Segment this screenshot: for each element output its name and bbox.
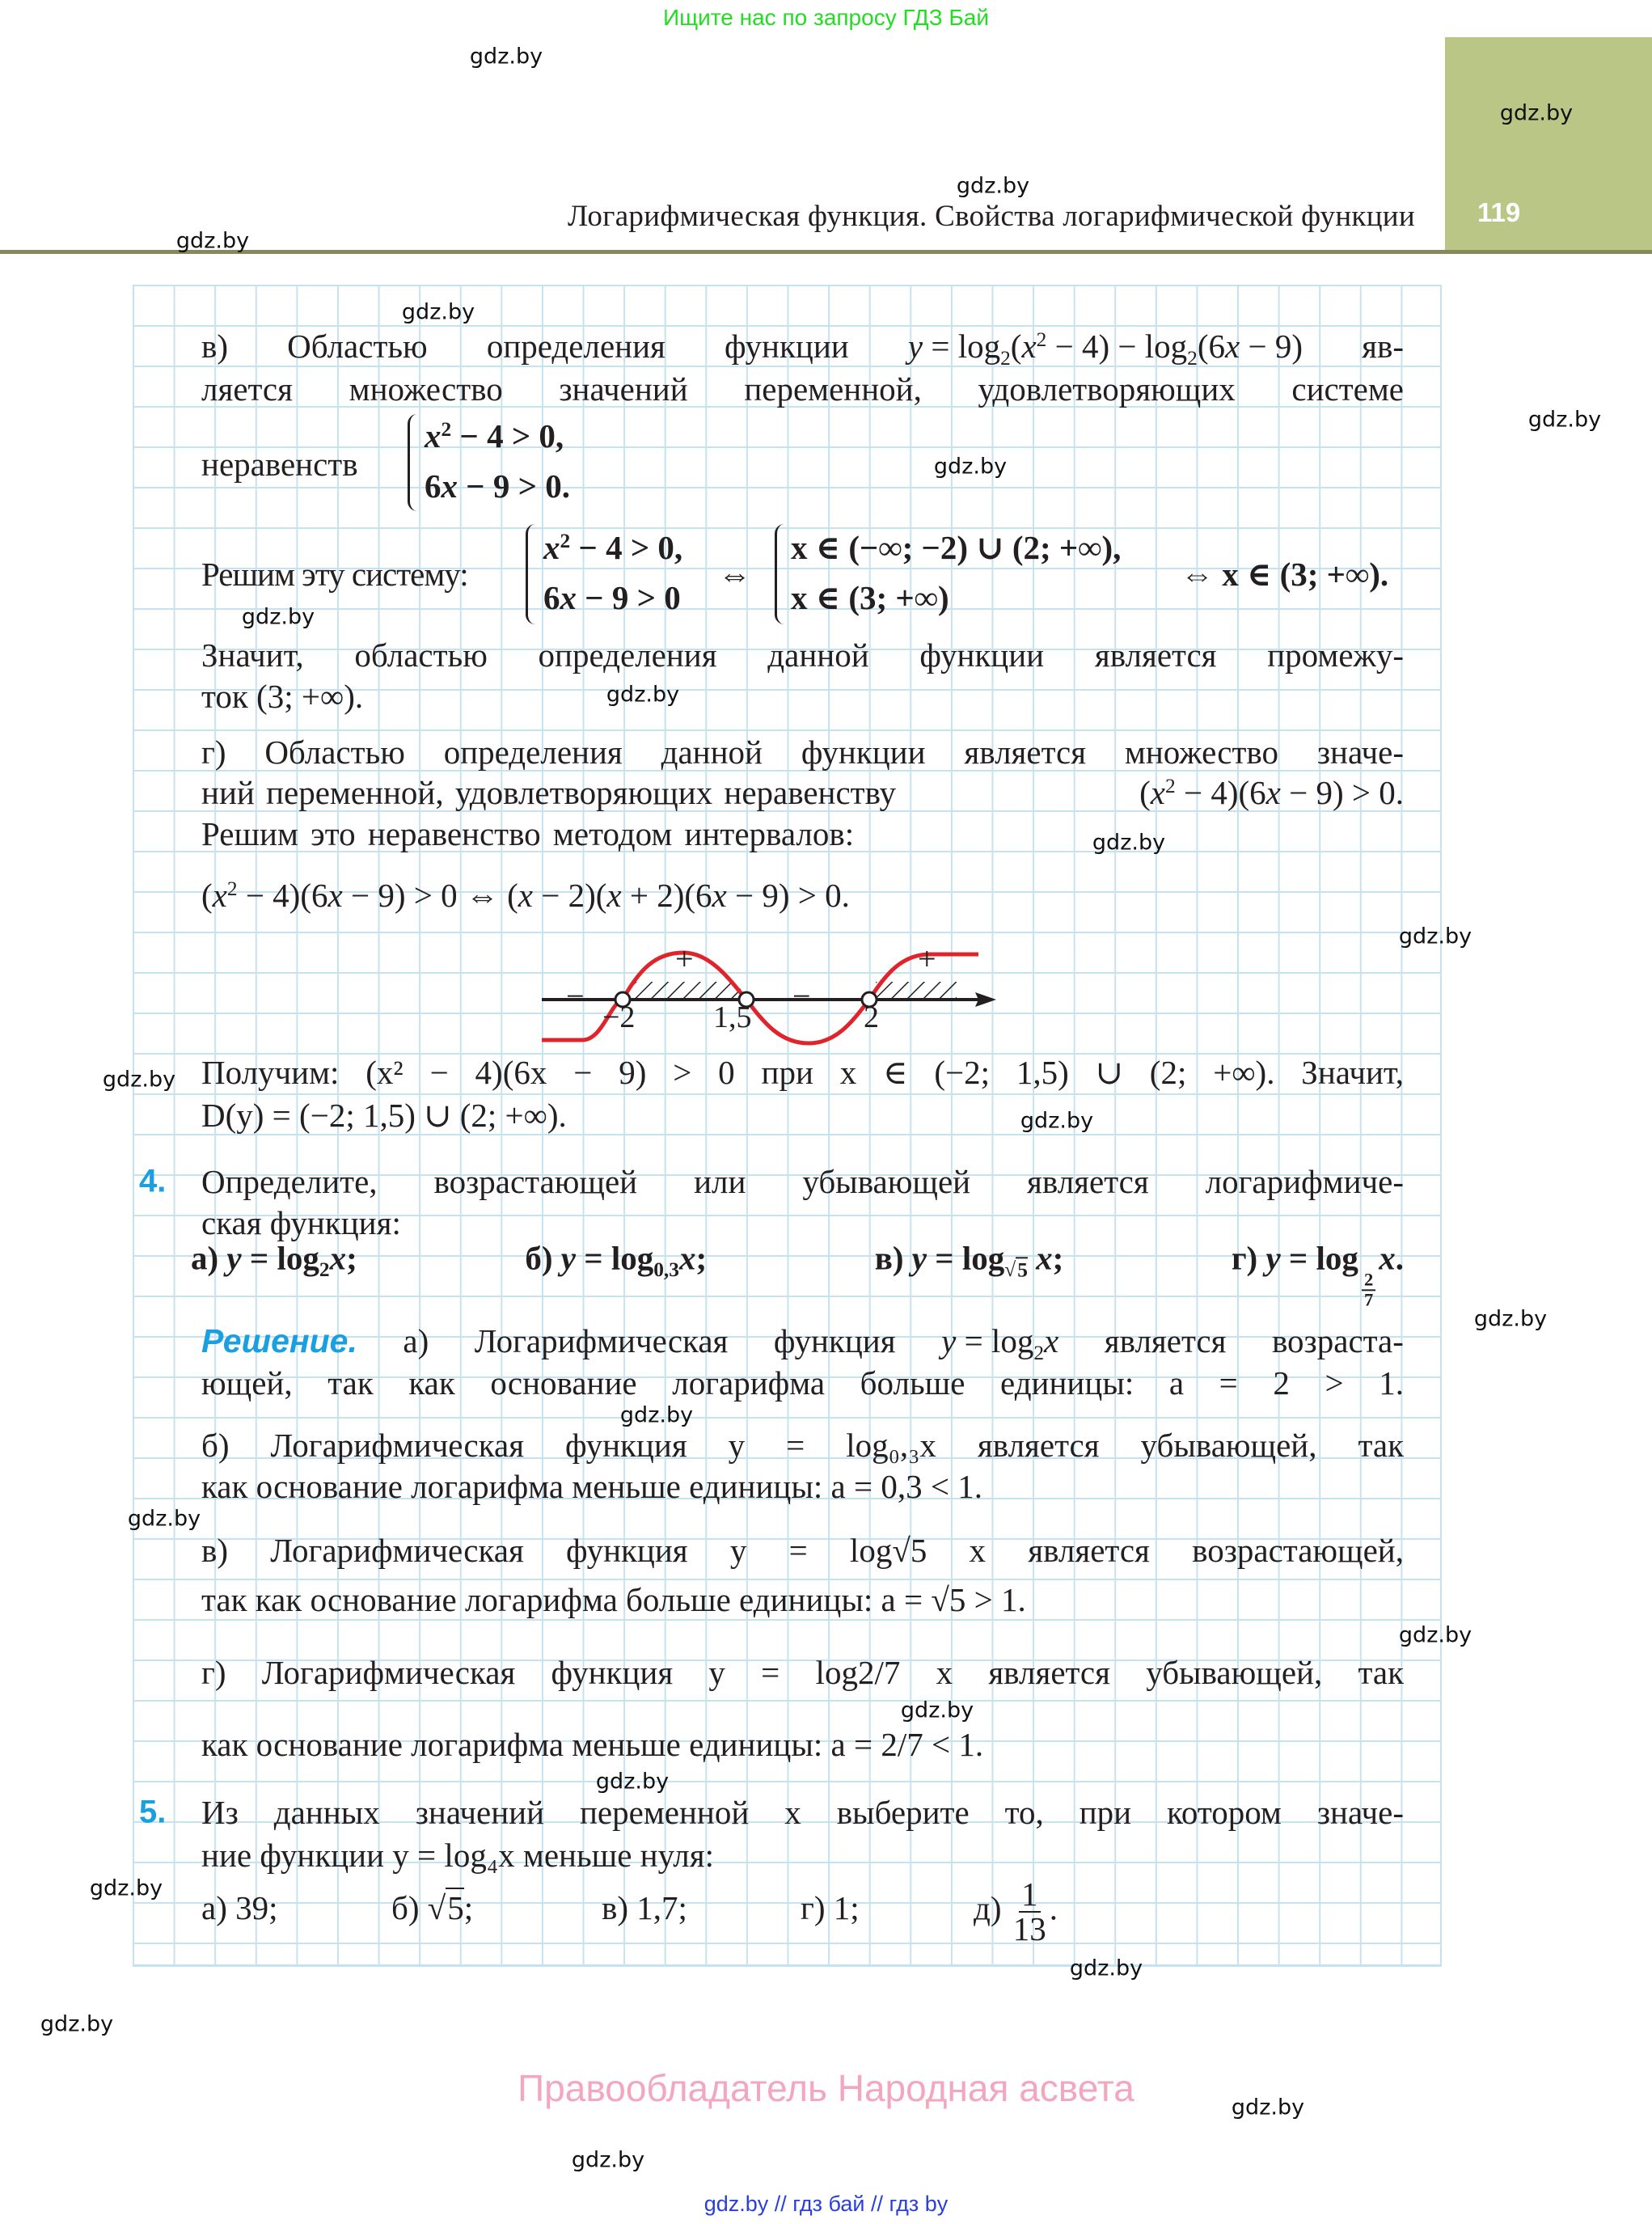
system-label: неравенств xyxy=(201,446,358,483)
solution-a-line-1 xyxy=(201,1321,1404,1364)
task-number-4: 4. xyxy=(139,1163,167,1199)
watermark: gdz.by xyxy=(956,173,1030,199)
sign-minus-2: − xyxy=(792,978,811,1014)
solve-brace-2 xyxy=(775,524,792,624)
part-g-line-2 xyxy=(201,773,1404,812)
text: в) xyxy=(201,328,229,365)
watermark: gdz.by xyxy=(1398,1622,1472,1648)
solution-v-line-2: так как основание логарифма больше единицы: a = √5 > 1. xyxy=(201,1581,1026,1618)
inequality-1: $x^2 - 4 > 0$, xyxy=(425,417,564,455)
watermark: gdz.by xyxy=(127,1506,201,1532)
formula-domain: $y = \log_2(x^2 - 4) - \log_2(6x - 9)$ xyxy=(907,328,1303,370)
text: функции xyxy=(725,328,849,365)
task4-line-1: Определите, возрастающей или убывающей является логарифмиче- xyxy=(201,1163,1404,1200)
watermark: gdz.by xyxy=(102,1067,176,1093)
page-number: 119 xyxy=(1477,197,1521,227)
footer-links[interactable]: gdz.by // гдз бай // гдз by xyxy=(703,2192,949,2216)
text: Областью xyxy=(287,328,428,365)
task5-line-1: Из данных значений переменной x выберите то, при котором значе- xyxy=(201,1794,1404,1831)
equiv-line-2: x ∈ (3; +∞) xyxy=(791,579,949,616)
option-g: г) y = log $\frac{2}{7}$ x. xyxy=(1231,1239,1404,1310)
watermark: gdz.by xyxy=(469,44,543,70)
task4-line-2: ская функция: xyxy=(201,1204,401,1241)
equiv-line-1: x ∈ (−∞; −2) ∪ (2; +∞), xyxy=(791,529,1122,566)
watermark: gdz.by xyxy=(40,2011,114,2037)
watermark: gdz.by xyxy=(1069,1956,1143,1981)
point-label-3: 2 xyxy=(864,1000,879,1034)
interval-method-diagram xyxy=(534,930,1019,1059)
task5-option-d: д) $\frac{1}{13}$ . xyxy=(974,1875,1058,1947)
interval-equation xyxy=(201,876,1404,915)
watermark: gdz.by xyxy=(1231,2095,1305,2120)
watermark: gdz.by xyxy=(606,682,680,708)
task-number-5: 5. xyxy=(139,1794,167,1830)
task5-option-b: б) √5; xyxy=(391,1889,474,1927)
watermark: gdz.by xyxy=(900,1698,974,1723)
solution-g-line-1: г) Логарифмическая функция y = log2/7 x является убывающей, так xyxy=(201,1654,1404,1691)
part-g-result-2: D(y) = (−2; 1,5) ∪ (2; +∞). xyxy=(201,1097,567,1134)
solve-ineq-1: $x^2 - 4 > 0$, xyxy=(543,529,683,566)
task5-option-g: г) 1; xyxy=(801,1889,860,1927)
solution-b-line-2: как основание логарифма меньше единицы: a = 0,3 < 1. xyxy=(201,1468,982,1505)
text: является xyxy=(1104,1322,1227,1359)
text: определения xyxy=(486,328,665,365)
watermark: gdz.by xyxy=(595,1769,670,1795)
part-g-line-3: Решим это неравенство методом интервалов: xyxy=(201,815,855,852)
sign-minus-1: − xyxy=(566,978,585,1014)
text: яв- xyxy=(1362,328,1404,365)
watermark: gdz.by xyxy=(89,1875,163,1901)
solve-ineq-2: 6x − 9 > 0 xyxy=(543,579,681,616)
text: Логарифмическая xyxy=(474,1322,729,1359)
part-v-line-2: ляется множество значений переменной, удовлетворяющих системе xyxy=(201,370,1404,408)
watermark: gdz.by xyxy=(571,2147,645,2173)
watermark: gdz.by xyxy=(1527,407,1602,433)
solve-label: Решим эту систему: xyxy=(201,556,468,593)
watermark: gdz.by xyxy=(1499,100,1574,126)
text: функция xyxy=(773,1322,896,1359)
watermark: gdz.by xyxy=(1473,1306,1548,1332)
copyright-notice: Правообладатель Народная асвета xyxy=(518,2067,1134,2109)
inequality-2: 6x − 9 > 0. xyxy=(425,467,570,505)
solution-label: Решение. xyxy=(201,1322,357,1359)
system-result: ⇔ x ∈ (3; +∞). xyxy=(1181,556,1389,593)
part-g-result-1: Получим: (x² − 4)(6x − 9) > 0 при x ∈ (−2; 1,5) ∪ (2; +∞). Значит, xyxy=(201,1054,1404,1091)
part-v-conclusion-1: Значит, областью определения данной функции является промежу- xyxy=(201,636,1404,674)
part-v-line-1 xyxy=(201,327,1404,370)
task5-line-2: ние функции y = log₄x меньше нуля: xyxy=(201,1837,715,1874)
hatched-region-2 xyxy=(876,982,957,998)
formula: $(x^2 - 4)(6x - 9) > 0$ ⇔ (x − 2)(x + 2)(6x − 9) > 0. xyxy=(201,877,850,914)
task5-option-a: а) 39; xyxy=(201,1889,278,1927)
equivalence-arrow: ⇔ xyxy=(718,556,751,593)
task5-options xyxy=(201,1875,1404,1947)
watermark: gdz.by xyxy=(619,1402,694,1428)
watermark: gdz.by xyxy=(1398,924,1472,949)
chapter-title: Логарифмическая функция. Свойства логарифмической функции xyxy=(567,200,1415,233)
hatched-region-1 xyxy=(629,982,741,998)
top-search-hint: Ищите нас по запросу ГДЗ Бай xyxy=(662,5,990,30)
watermark: gdz.by xyxy=(1092,830,1166,856)
system-inequalities xyxy=(425,411,570,511)
option-v: в) $y = \log_{√5} x$; xyxy=(874,1239,1064,1282)
point-label-2: 1,5 xyxy=(713,1000,752,1034)
formula: $y = \log_2x$ xyxy=(941,1322,1059,1364)
part-v-conclusion-2: ток (3; +∞). xyxy=(201,678,364,715)
part-g-line-1: г) Областью определения данной функции является множество значе- xyxy=(201,734,1404,771)
option-a: а) $y = \log_2x$; xyxy=(191,1239,357,1282)
sign-plus-2: + xyxy=(918,941,936,977)
equivalent-system xyxy=(791,522,1121,623)
watermark: gdz.by xyxy=(175,228,250,254)
solution-a-line-2: ющей, так как основание логарифма больше единицы: a = 2 > 1. xyxy=(201,1364,1404,1402)
text: возраста- xyxy=(1271,1322,1404,1359)
solution-v-line-1: в) Логарифмическая функция y = log√5 x является возрастающей, xyxy=(201,1532,1404,1569)
text: ний переменной, удовлетворяющих неравенству xyxy=(201,774,897,811)
option-b: б) $y = \log_{0,3}x$; xyxy=(525,1239,708,1282)
task5-option-v: в) 1,7; xyxy=(602,1889,687,1927)
solve-brace-1 xyxy=(526,524,543,624)
watermark: gdz.by xyxy=(241,604,315,630)
task4-options xyxy=(191,1238,1404,1309)
formula-inequality: $(x^2 - 4)(6x - 9) > 0$. xyxy=(1139,774,1404,811)
watermark: gdz.by xyxy=(401,299,475,325)
system-brace xyxy=(408,414,425,511)
page-number-tab xyxy=(1445,37,1652,252)
sign-plus-1: + xyxy=(675,941,694,977)
solve-system xyxy=(543,522,682,623)
point-label-1: −2 xyxy=(602,1000,636,1034)
solution-b-line-1: б) Логарифмическая функция y = log₀,₃x является убывающей, так xyxy=(201,1427,1404,1464)
watermark: gdz.by xyxy=(1020,1108,1094,1134)
text: а) xyxy=(403,1322,429,1359)
watermark: gdz.by xyxy=(933,454,1008,480)
solution-g-line-2: как основание логарифма меньше единицы: a = 2/7 < 1. xyxy=(201,1726,984,1763)
